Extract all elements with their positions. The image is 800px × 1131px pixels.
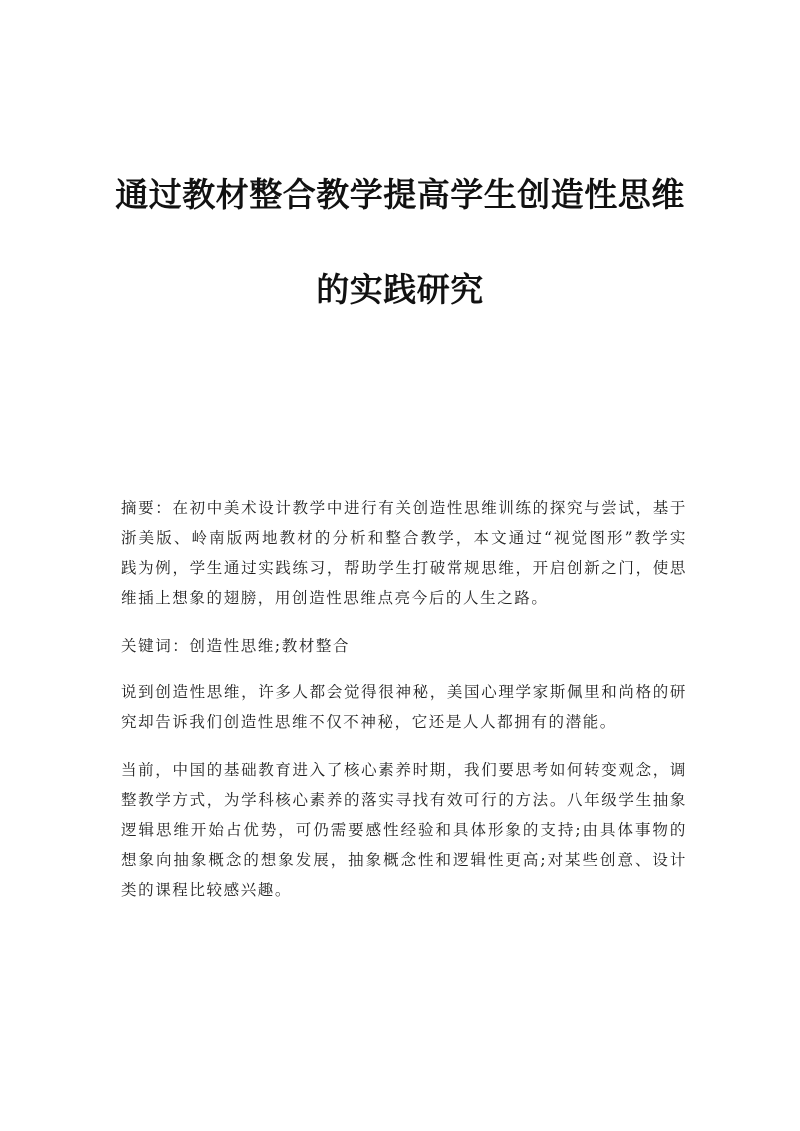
body-paragraph-2: 当前，中国的基础教育进入了核心素养时期，我们要思考如何转变观念，调整教学方式，为学科核心素养的落实寻找有效可行的方法。八年级学生抽象逻辑思维开始占优势，可仍需要感性经验和具体形象的支持;由具体事物的想象向抽象概念的想象发展，抽象概念性和逻辑性更高;对某些创意、设计类的课程比较感兴趣。 bbox=[121, 761, 687, 899]
title-line-2: 的实践研究 bbox=[316, 270, 484, 309]
body-paragraph-1: 说到创造性思维，许多人都会觉得很神秘，美国心理学家斯佩里和尚格的研究却告诉我们创造性思维不仅不神秘，它还是人人都拥有的潜能。 bbox=[121, 683, 687, 731]
document-title bbox=[0, 175, 800, 309]
keywords-line: 关键词：创造性思维;教材整合 bbox=[121, 637, 351, 655]
title-line-1: 通过教材整合教学提高学生创造性思维 bbox=[115, 175, 685, 214]
abstract-paragraph: 摘要：在初中美术设计教学中进行有关创造性思维训练的探究与尝试，基于浙美版、岭南版两地教材的分析和整合教学，本文通过“视觉图形”教学实践为例，学生通过实践练习，帮助学生打破常规思维，开启创新之门，使思维插上想象的翅膀，用创造性思维点亮今后的人生之路。 bbox=[121, 499, 687, 607]
document-body bbox=[121, 493, 687, 923]
